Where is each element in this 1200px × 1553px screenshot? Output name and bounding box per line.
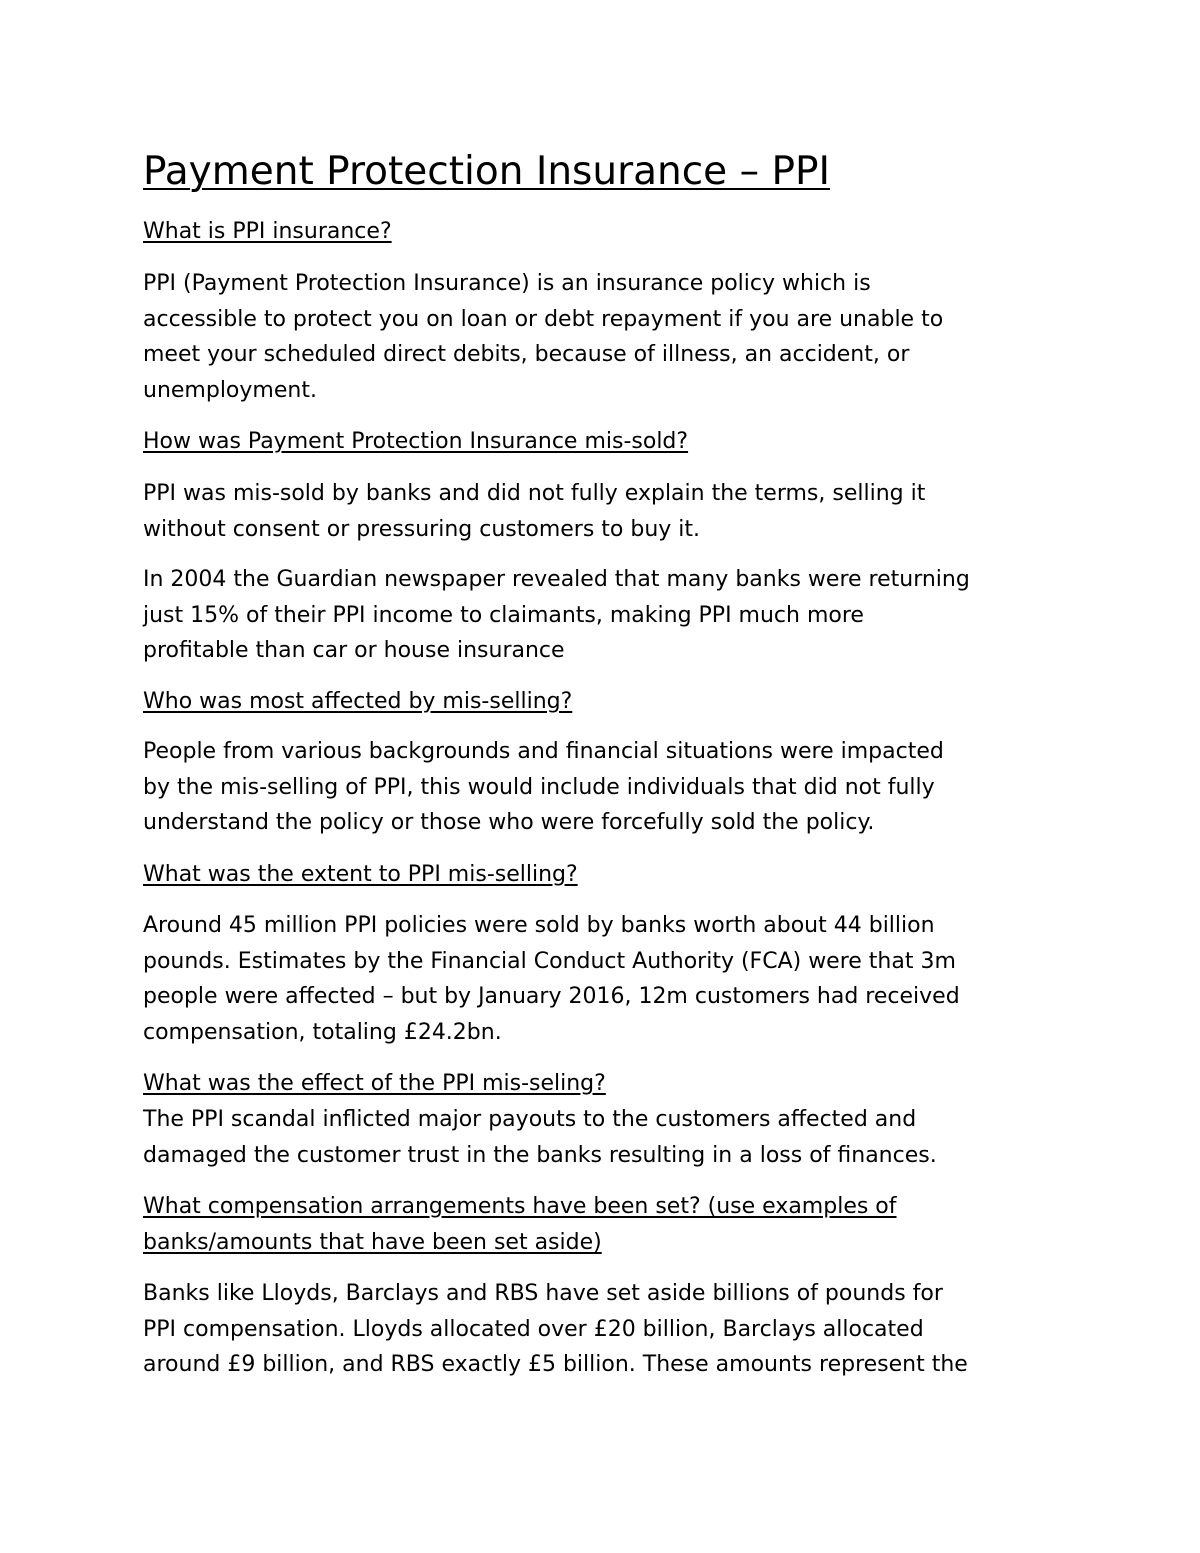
- text-line: meet your scheduled direct debits, because of illness, an accident, or: [143, 342, 910, 368]
- text-line: around £9 billion, and RBS exactly £5 billion. These amounts represent the: [143, 1352, 968, 1378]
- paragraph-effect: [143, 1102, 1073, 1173]
- text-line: by the mis-selling of PPI, this would include individuals that did not fully: [143, 774, 935, 800]
- paragraph-compensation: [143, 1276, 1073, 1383]
- text-line: The PPI scandal inflicted major payouts to the customers affected and: [143, 1107, 917, 1132]
- section-heading-extent: What was the extent to PPI mis-selling?: [143, 862, 578, 887]
- text-line: pounds. Estimates by the Financial Conduct Authority (FCA) were that 3m: [143, 948, 956, 974]
- text-line: profitable than car or house insurance: [143, 638, 565, 664]
- section-heading-who-affected: Who was most affected by mis-selling?: [143, 689, 573, 714]
- text-line: PPI (Payment Protection Insurance) is an insurance policy which is: [143, 271, 871, 296]
- paragraph-extent: [143, 908, 1073, 1050]
- text-line: In 2004 the Guardian newspaper revealed that many banks were returning: [143, 567, 970, 592]
- paragraph-who-affected: [143, 734, 1073, 841]
- document-page: [143, 0, 1073, 1553]
- text-line: Banks like Lloyds, Barclays and RBS have set aside billions of pounds for: [143, 1281, 943, 1306]
- text-line: understand the policy or those who were forcefully sold the policy.: [143, 810, 875, 836]
- text-line: people were affected – but by January 2016, 12m customers had received: [143, 984, 960, 1010]
- text-line: damaged the customer trust in the banks resulting in a loss of finances.: [143, 1142, 937, 1168]
- text-line: just 15% of their PPI income to claimants, making PPI much more: [143, 602, 864, 628]
- text-line: unemployment.: [143, 377, 317, 403]
- text-line: PPI compensation. Lloyds allocated over £20 billion, Barclays allocated: [143, 1316, 924, 1342]
- paragraph-guardian-2004: [143, 562, 1073, 669]
- heading-line: What compensation arrangements have been set? (use examples of: [143, 1194, 897, 1219]
- text-line: PPI was mis-sold by banks and did not fully explain the terms, selling it: [143, 481, 926, 506]
- text-line: Around 45 million PPI policies were sold by banks worth about 44 billion: [143, 913, 935, 938]
- heading-line: banks/amounts that have been set aside): [143, 1230, 602, 1255]
- section-heading-how-mis-sold: How was Payment Protection Insurance mis-sold?: [143, 429, 689, 454]
- document-title: Payment Protection Insurance – PPI: [143, 149, 831, 194]
- text-line: without consent or pressuring customers to buy it.: [143, 516, 701, 542]
- section-heading-compensation: [143, 1189, 897, 1261]
- paragraph-ppi-definition: [143, 266, 1073, 408]
- paragraph-mis-sold-explanation: [143, 476, 1073, 547]
- section-heading-what-is-ppi: What is PPI insurance?: [143, 219, 392, 244]
- text-line: People from various backgrounds and financial situations were impacted: [143, 739, 944, 764]
- section-heading-effect: What was the effect of the PPI mis-seling?: [143, 1071, 606, 1096]
- text-line: compensation, totaling £24.2bn.: [143, 1019, 502, 1045]
- text-line: accessible to protect you on loan or debt repayment if you are unable to: [143, 306, 944, 332]
